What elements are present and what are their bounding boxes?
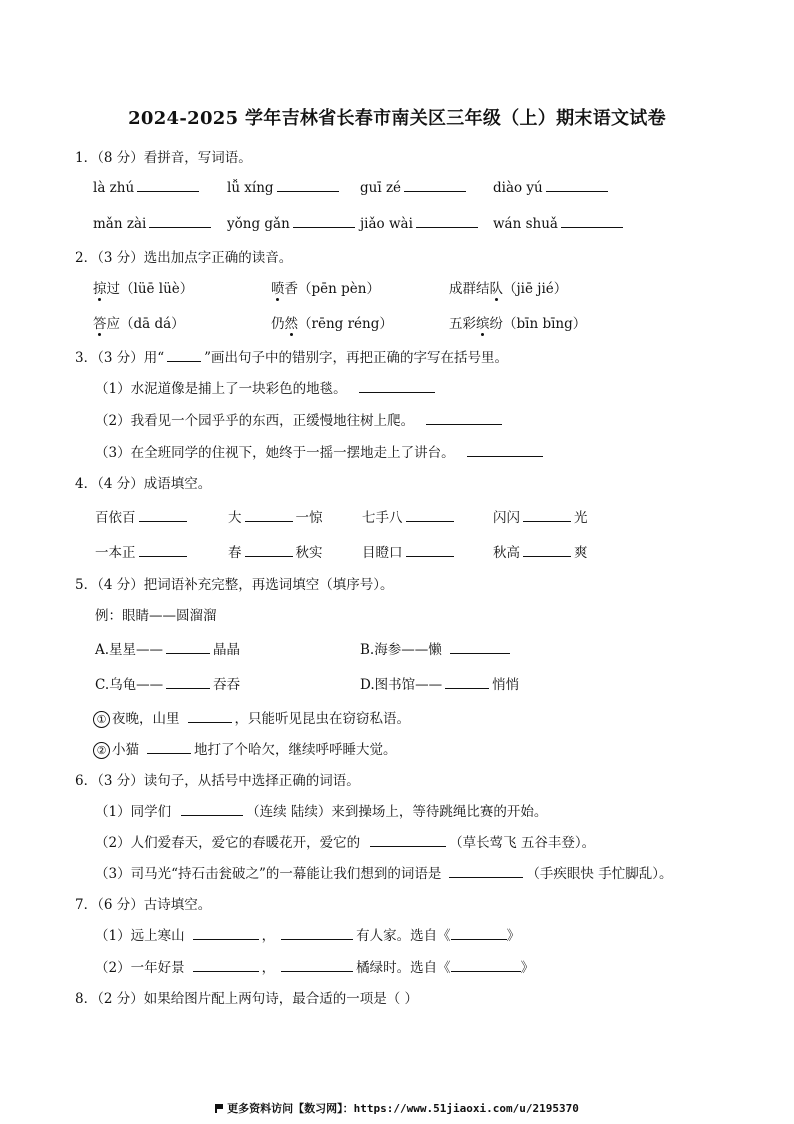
answer-blank[interactable] — [139, 508, 187, 522]
q7-line-2: （2）一年好景 ， 橘绿时。选自《 》 — [95, 960, 535, 976]
answer-blank[interactable] — [451, 958, 521, 972]
idiom-item: 百依百 — [95, 506, 190, 526]
pinyin-item: là zhú — [93, 178, 202, 196]
answer-blank[interactable] — [181, 802, 243, 816]
answer-blank[interactable] — [426, 411, 502, 425]
answer-blank[interactable] — [281, 926, 353, 940]
q3-sentence-3: （3）在全班同学的住视下，她终于一摇一摆地走上了讲台。 — [95, 441, 546, 461]
option-a: A.星星—— 晶晶 — [95, 642, 241, 658]
idiom-item: 一本正 — [95, 541, 190, 561]
reading-option: 五彩缤纷（bīn bīng） — [449, 312, 586, 332]
answer-blank[interactable] — [149, 214, 211, 228]
q5-sentence-1: ① 夜晚，山里 ，只能听见昆虫在窃窃私语。 — [93, 707, 410, 728]
answer-blank[interactable] — [546, 178, 608, 192]
question-5-heading: 5．（4 分）把词语补充完整，再选词填空（填序号）。 — [75, 577, 394, 593]
footer-link[interactable]: 更多资料访问【数习网】：https://www.51jiaoxi.com/u/2195370 — [0, 1100, 794, 1116]
q7-line-1: （1）远上寒山 ， 有人家。选自《 》 — [95, 928, 521, 944]
answer-blank[interactable] — [359, 379, 435, 393]
idiom-item: 大 一惊 — [228, 510, 323, 526]
answer-blank[interactable] — [147, 740, 191, 754]
answer-blank[interactable] — [281, 958, 353, 972]
answer-blank[interactable] — [166, 675, 210, 689]
answer-blank[interactable] — [523, 543, 571, 557]
idiom-item: 目瞪口 — [362, 541, 457, 561]
idiom-item: 闪闪 光 — [493, 510, 588, 526]
answer-blank[interactable] — [445, 675, 489, 689]
answer-blank[interactable] — [277, 178, 339, 192]
pinyin-item: mǎn zài — [93, 214, 214, 232]
answer-blank[interactable] — [406, 543, 454, 557]
question-7-heading: 7．（6 分）古诗填空。 — [75, 897, 212, 913]
pinyin-item: diào yú — [493, 178, 611, 196]
answer-blank[interactable] — [370, 833, 446, 847]
q5-sentence-2: ② 小猫 地打了个哈欠，继续呼呼睡大觉。 — [93, 738, 397, 759]
answer-blank[interactable] — [188, 709, 232, 723]
answer-blank[interactable] — [449, 864, 523, 878]
answer-blank[interactable] — [416, 214, 478, 228]
answer-blank[interactable] — [245, 508, 293, 522]
reading-option: 仍然（rēng réng） — [271, 312, 393, 332]
answer-blank[interactable] — [193, 958, 259, 972]
option-d: D.图书馆—— 悄悄 — [360, 677, 520, 693]
idiom-item: 春 秋实 — [228, 545, 323, 561]
q6-sentence-1: （1）同学们 （连续 陆续）来到操场上，等待跳绳比赛的开始。 — [95, 804, 548, 820]
question-3-heading: 3．（3 分）用“ ”画出句子中的错别字，再把正确的字写在括号里。 — [75, 350, 509, 366]
question-6-heading: 6．（3 分）读句子，从括号中选择正确的词语。 — [75, 773, 360, 789]
flag-icon — [215, 1104, 223, 1113]
reading-option: 掠过（lüē lüè） — [93, 277, 193, 297]
answer-blank[interactable] — [245, 543, 293, 557]
answer-blank[interactable] — [451, 926, 507, 940]
answer-blank[interactable] — [137, 178, 199, 192]
answer-blank[interactable] — [450, 640, 510, 654]
answer-blank[interactable] — [293, 214, 355, 228]
answer-blank[interactable] — [561, 214, 623, 228]
answer-blank[interactable] — [404, 178, 466, 192]
idiom-item: 七手八 — [362, 506, 457, 526]
question-1-heading: 1．（8 分）看拼音，写词语。 — [75, 150, 252, 166]
pinyin-item: guī zé — [360, 178, 469, 196]
reading-option: 答应（dā dá） — [93, 312, 185, 332]
pinyin-item: yǒng gǎn — [227, 214, 358, 232]
answer-blank[interactable] — [467, 443, 543, 457]
pinyin-item: jiǎo wài — [360, 214, 481, 232]
question-4-heading: 4．（4 分）成语填空。 — [75, 476, 212, 492]
answer-blank[interactable] — [523, 508, 571, 522]
q6-sentence-2: （2）人们爱春天，爱它的春暖花开，爱它的 （草长莺飞 五谷丰登）。 — [95, 835, 596, 851]
reading-option: 成群结队（jiē jié） — [449, 277, 567, 297]
idiom-item: 秋高 爽 — [493, 545, 588, 561]
answer-blank[interactable] — [139, 543, 187, 557]
pinyin-item: lǚ xíng — [227, 178, 342, 196]
answer-blank[interactable] — [406, 508, 454, 522]
question-8-heading: 8．（2 分）如果给图片配上两句诗，最合适的一项是（ ） — [75, 991, 419, 1007]
answer-blank[interactable] — [166, 640, 210, 654]
q5-example: 例：眼睛——圆溜溜 — [95, 608, 217, 624]
underline-sample — [167, 348, 201, 362]
option-c: C.乌龟—— 吞吞 — [95, 677, 241, 693]
answer-blank[interactable] — [193, 926, 259, 940]
reading-option: 喷香（pēn pèn） — [271, 277, 380, 297]
exam-title: 2024-2025 学年吉林省长春市南关区三年级（上）期末语文试卷 — [128, 108, 666, 129]
q3-sentence-1: （1）水泥道像是捕上了一块彩色的地毯。 — [95, 377, 438, 397]
q3-sentence-2: （2）我看见一个园乎乎的东西，正缓慢地往树上爬。 — [95, 409, 505, 429]
option-b: B.海参——懒 — [360, 638, 513, 658]
pinyin-item: wán shuǎ — [493, 214, 626, 232]
q6-sentence-3: （3）司马光“持石击瓮破之”的一幕能让我们想到的词语是 （手疾眼快 手忙脚乱）。 — [95, 866, 673, 882]
question-2-heading: 2．（3 分）选出加点字正确的读音。 — [75, 250, 293, 266]
